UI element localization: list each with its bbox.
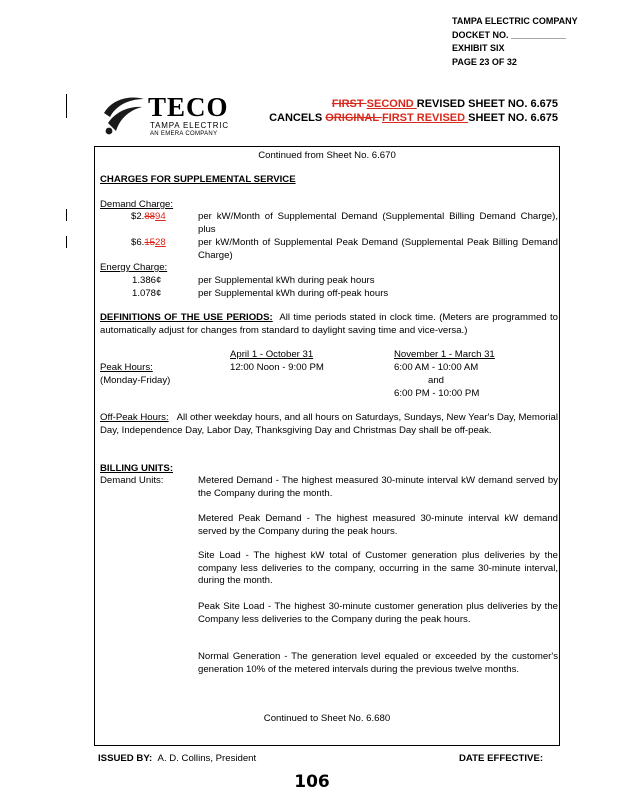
- unit-definition: Normal Generation - The generation level equaled or exceeded by the customer's generation 10% of the metered intervals during the previous twelve months.: [198, 651, 558, 675]
- page-number: 106: [294, 772, 330, 792]
- peak-demand-charge-rate: [131, 237, 166, 250]
- logo-wordmark: TECO: [148, 92, 229, 122]
- demand-charge-rate: [131, 211, 166, 224]
- energy-charge-offpeak-description: per Supplemental kWh during off-peak hours: [198, 288, 389, 299]
- deleted-text: 15: [144, 237, 156, 248]
- winter-and-connector: and: [428, 375, 445, 386]
- demand-charge-label: Demand Charge:: [100, 199, 174, 210]
- rate-prefix: $2.: [131, 211, 145, 222]
- peak-hours-label: Peak Hours:: [100, 362, 153, 373]
- unit-definition: Peak Site Load - The highest 30-minute customer generation plus deliveries by the Company less deliveries to the Company during the peak hours.: [198, 601, 558, 625]
- revision-bar: [66, 94, 67, 118]
- section-title: CHARGES FOR SUPPLEMENTAL SERVICE: [100, 174, 296, 185]
- company-name: TAMPA ELECTRIC COMPANY: [452, 16, 578, 26]
- energy-charge-peak-description: per Supplemental kWh during peak hours: [198, 275, 375, 286]
- rate-prefix: $6.: [131, 237, 145, 248]
- sheet-revision-title: [269, 98, 558, 125]
- revision-bar: [66, 236, 67, 248]
- winter-period-heading: November 1 - March 31: [394, 349, 495, 360]
- teco-logo: [100, 93, 250, 139]
- inserted-text: FIRST REVISED: [381, 111, 469, 124]
- peak-hours-days: (Monday-Friday): [100, 375, 171, 386]
- sheet-revision-line: [269, 98, 558, 112]
- teco-swoosh-icon: [100, 93, 146, 137]
- demand-units-label: Demand Units:: [100, 475, 164, 486]
- demand-charge-description: per kW/Month of Supplemental Demand (Supplemental Billing Demand Charge), plus: [198, 211, 558, 235]
- unit-definition: Metered Demand - The highest measured 30-minute interval kW demand served by the Company during the month.: [198, 475, 558, 499]
- energy-charge-peak-rate: 1.386¢: [132, 275, 162, 286]
- deleted-text: 88: [144, 211, 156, 222]
- sheet-number: REVISED SHEET NO. 6.675: [416, 98, 558, 110]
- billing-units-title: BILLING UNITS:: [100, 463, 174, 474]
- deleted-text: ORIGINAL: [325, 111, 382, 124]
- unit-definition: Site Load - The highest kW total of Customer generation plus deliveries by the company less deliveries to the company, occurring in the same 30-minute interval, during the month.: [198, 550, 558, 586]
- docket-number: DOCKET NO. ___________: [452, 29, 567, 40]
- offpeak-label: Off-Peak Hours:: [100, 412, 169, 423]
- issued-by: [98, 753, 256, 764]
- logo-tagline: AN EMERA COMPANY: [150, 131, 218, 137]
- date-effective-label: DATE EFFECTIVE:: [459, 753, 544, 764]
- inserted-text: 94: [155, 211, 166, 222]
- winter-peak-hours-evening: 6:00 PM - 10:00 PM: [394, 388, 480, 399]
- peak-demand-charge-description: per kW/Month of Supplemental Peak Demand (Supplemental Peak Billing Demand Charge): [198, 237, 558, 261]
- issued-by-name: A. D. Collins, President: [157, 753, 257, 764]
- summer-peak-hours: 12:00 Noon - 9:00 PM: [230, 362, 324, 373]
- offpeak-paragraph: [100, 412, 558, 437]
- definitions-paragraph: [100, 312, 558, 337]
- deleted-text: FIRST: [331, 98, 367, 110]
- cancels-prefix: CANCELS: [269, 111, 326, 124]
- logo-subtitle: TAMPA ELECTRIC: [150, 121, 229, 130]
- inserted-text: SECOND: [366, 98, 417, 110]
- unit-definition: Metered Peak Demand - The highest measured 30-minute interval kW demand served by the Company during the peak hours.: [198, 513, 558, 537]
- winter-peak-hours-morning: 6:00 AM - 10:00 AM: [394, 362, 479, 373]
- inserted-text: 28: [155, 237, 166, 248]
- docket-header: [452, 15, 578, 69]
- definitions-title: DEFINITIONS OF THE USE PERIODS:: [100, 312, 273, 323]
- revision-bar: [66, 209, 67, 221]
- continued-to: Continued to Sheet No. 6.680: [263, 713, 391, 724]
- summer-period-heading: April 1 - October 31: [230, 349, 314, 360]
- issued-by-label: ISSUED BY:: [98, 753, 153, 764]
- continued-from: Continued from Sheet No. 6.670: [258, 150, 396, 161]
- energy-charge-label: Energy Charge:: [100, 262, 168, 273]
- definitions-text: All time periods stated in clock time. (Meters are programmed to automatically adjust for changes from standard to daylight saving time and vice-versa.): [100, 312, 558, 336]
- energy-charge-offpeak-rate: 1.078¢: [132, 288, 162, 299]
- page-of-label: PAGE 23 OF 32: [452, 56, 517, 67]
- sheet-cancels-line: [269, 112, 558, 126]
- offpeak-text: All other weekday hours, and all hours on Saturdays, Sundays, New Year's Day, Memorial Day, Independence Day, Labor Day, Thanksgiving Day and Christmas Day shall be off-peak.: [100, 412, 558, 436]
- exhibit-label: EXHIBIT SIX: [452, 43, 505, 53]
- tariff-sheet-body: [94, 146, 560, 746]
- cancelled-sheet-number: SHEET NO. 6.675: [468, 111, 558, 124]
